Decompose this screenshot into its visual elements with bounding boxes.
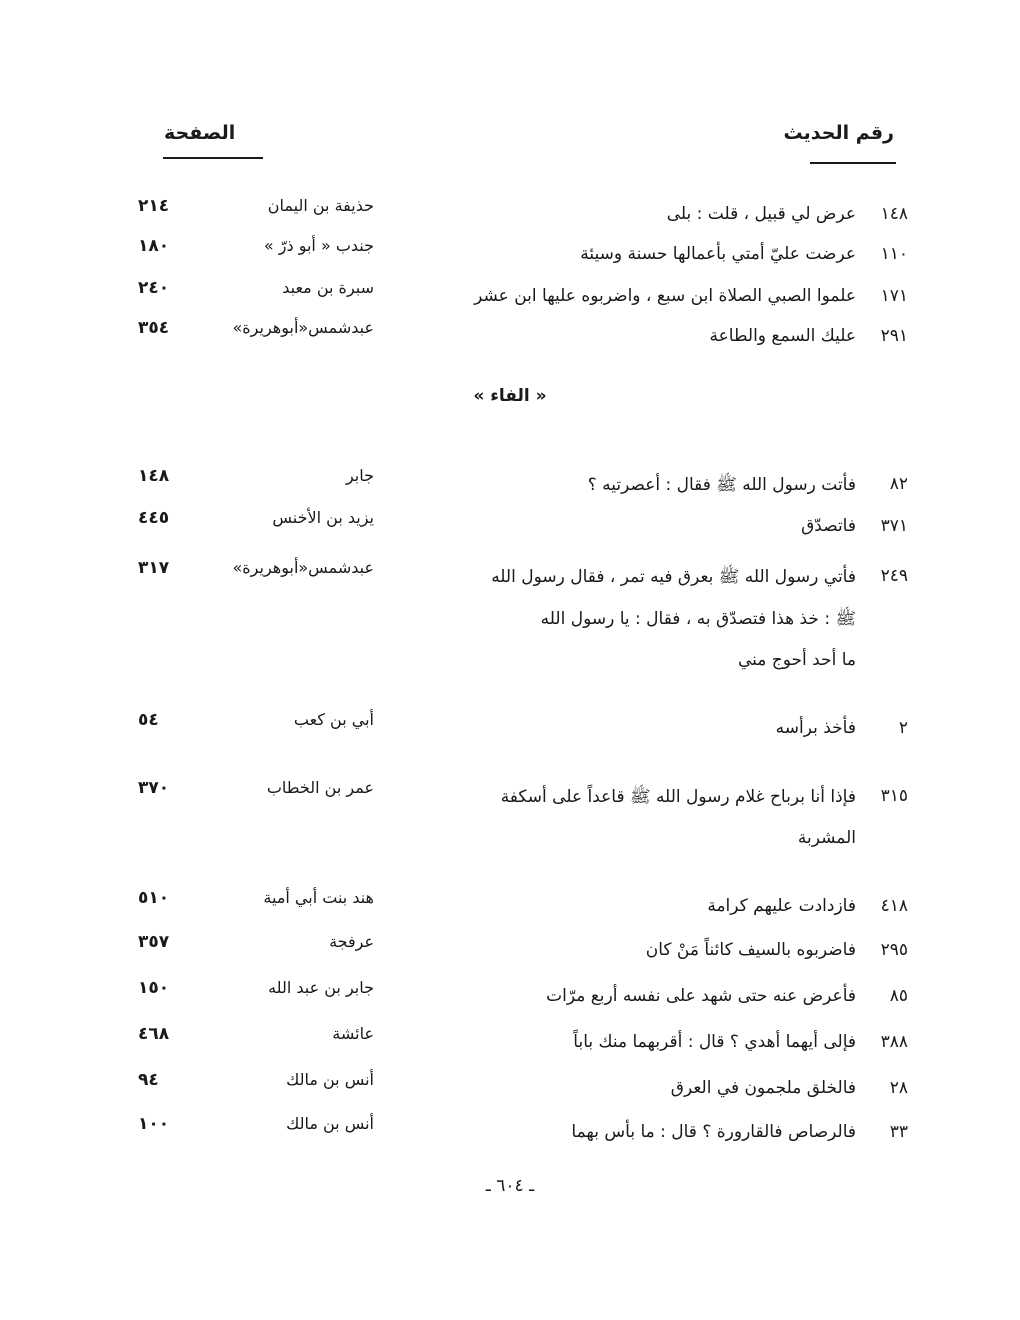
hadith-text-line: علموا الصبي الصلاة ابن سبع ، واضربوه عليها ابن عشر (474, 286, 856, 306)
page-reference: ٣١٧ (138, 558, 170, 578)
narrator-name: جابر بن عبد الله (268, 978, 374, 997)
narrator-name: أبي بن كعب (293, 710, 374, 729)
page-header: الصفحة (164, 122, 236, 144)
page-reference: ٢٤٠ (138, 278, 170, 298)
hadith-text-line: فالرصاص فالقارورة ؟ قال : ما بأس بهما (571, 1122, 856, 1142)
page-reference: ٤٦٨ (138, 1024, 170, 1044)
hadith-text-line: فأعرض عنه حتى شهد على نفسه أربع مرّات (546, 986, 856, 1006)
hadith-number: ٣٣ (889, 1122, 908, 1142)
narrator-name: جندب « أبو ذرّ » (263, 236, 374, 255)
hadith-number: ٨٥ (889, 986, 908, 1006)
hadith-number: ١٤٨ (880, 204, 908, 224)
hadith-text-line: ﷺ : خذ هذا فتصدّق به ، فقال : يا رسول الله (540, 609, 856, 629)
narrator-name: هند بنت أبي أمية (263, 888, 374, 907)
hadith-number: ٨٢ (889, 474, 908, 494)
page-number: ـ ٦٠٤ ـ (485, 1176, 535, 1196)
page-reference: ٤٤٥ (138, 508, 170, 528)
page-reference: ١٨٠ (138, 236, 170, 256)
hadith-number: ٢٤٩ (880, 566, 908, 586)
hadith-number: ٢٨ (889, 1078, 908, 1098)
page-reference: ٥١٠ (138, 888, 170, 908)
hadith-text-line: المشربة (797, 828, 856, 848)
hadith-text-line: فاضربوه بالسيف كائناً مَنْ كان (645, 940, 856, 960)
narrator-name: سبرة بن معبد (282, 278, 374, 297)
hadith-number: ٣١٥ (880, 786, 908, 806)
hadith-text-line: فالخلق ملجمون في العرق (670, 1078, 856, 1098)
hadith-number: ٤١٨ (880, 896, 908, 916)
hadith-text-line: فأتي رسول الله ﷺ بعرق فيه تمر ، فقال رسول الله (491, 567, 856, 587)
narrator-name: عائشة (332, 1024, 374, 1043)
narrator-name: أنس بن مالك (286, 1070, 374, 1089)
hadith-number: ٢٩٥ (880, 940, 908, 960)
narrator-name: عرفجة (329, 932, 374, 951)
hadith-text-line: فإذا أنا برباح غلام رسول الله ﷺ قاعداً على أسكفة (500, 787, 856, 807)
narrator-name: عبدشمس«أبوهريرة» (232, 318, 374, 337)
narrator-name: عبدشمس«أبوهريرة» (232, 558, 374, 577)
hadith-text-line: فأتت رسول الله ﷺ فقال : أعصرتيه ؟ (587, 475, 856, 495)
narrator-name: أنس بن مالك (286, 1114, 374, 1133)
page-reference: ٣٥٤ (138, 318, 170, 338)
hadith-number: ٢ (898, 718, 908, 738)
hadith-number: ١٧١ (880, 286, 908, 306)
hadith-text-line: عرضت عليّ أمتي بأعمالها حسنة وسيئة (580, 244, 856, 264)
hadith-text-line: فأخذ برأسه (775, 718, 856, 738)
hadith-number: ٢٩١ (880, 326, 908, 346)
hadith-number-header: رقم الحديث (783, 122, 894, 144)
page-reference: ٥٤ (138, 710, 159, 730)
narrator-name: يزيد بن الأخنس (272, 508, 374, 527)
hadith-text-line: عرض لي قبيل ، قلت : بلى (666, 204, 856, 224)
hadith-text-line: ما أحد أحوج مني (737, 650, 856, 670)
header-rule-right (810, 162, 896, 164)
hadith-number: ٣٨٨ (880, 1032, 908, 1052)
page-reference: ١٤٨ (138, 466, 170, 486)
header-rule-left (163, 157, 263, 159)
page-reference: ٩٤ (138, 1070, 159, 1090)
hadith-number: ١١٠ (880, 244, 908, 264)
page-reference: ١٠٠ (138, 1114, 170, 1134)
page-reference: ٣٧٠ (138, 778, 170, 798)
narrator-name: حذيفة بن اليمان (267, 196, 374, 215)
narrator-name: جابر (345, 466, 374, 485)
section-title: « الفاء » (473, 386, 547, 406)
hadith-text-line: فازدادت عليهم كرامة (707, 896, 856, 916)
narrator-name: عمر بن الخطاب (266, 778, 374, 797)
hadith-text-line: عليك السمع والطاعة (709, 326, 856, 346)
hadith-text-line: فإلى أيهما أهدي ؟ قال : أقربهما منك باباً (573, 1032, 856, 1052)
page-reference: ٣٥٧ (138, 932, 170, 952)
page-reference: ٢١٤ (138, 196, 170, 216)
hadith-text-line: فاتصدّق (801, 516, 856, 536)
hadith-number: ٣٧١ (880, 516, 908, 536)
page-reference: ١٥٠ (138, 978, 170, 998)
